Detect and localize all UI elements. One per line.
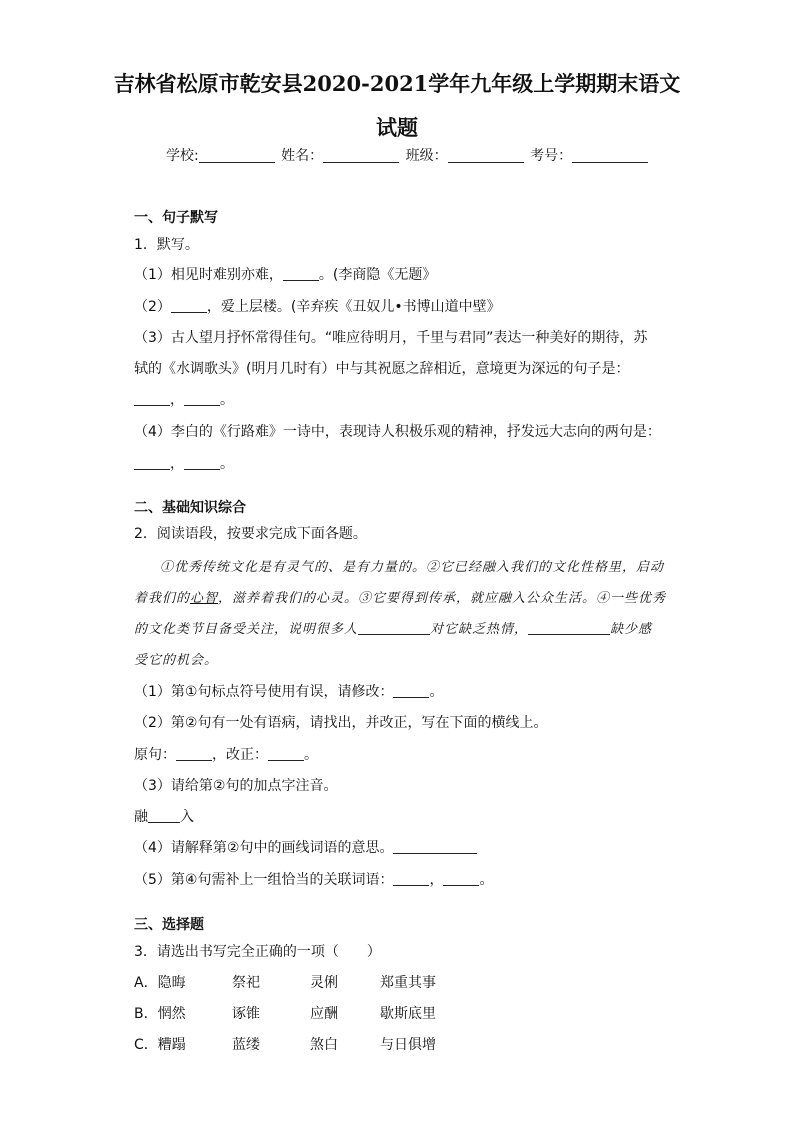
question-1-part-3-line-1: （3）古人望月抒怀常得佳句。“唯应待明月，千里与君同”表达一种美好的期待，苏 bbox=[134, 330, 648, 346]
question-2-sub-1: （1）第①句标点符号使用有误，请修改： 。 bbox=[134, 684, 444, 700]
question-2-sub-2-answer: 原句： ，改正： 。 bbox=[134, 747, 318, 763]
student-info-row bbox=[166, 145, 650, 165]
name-label: 姓名： bbox=[281, 148, 324, 164]
class-label: 班级： bbox=[405, 148, 448, 164]
answer-blank bbox=[443, 871, 479, 886]
section-heading-2: 二、基础知识综合 bbox=[134, 500, 246, 516]
answer-blank bbox=[283, 266, 319, 281]
answer-blank bbox=[184, 391, 220, 406]
option-a-word-3: 灵俐 bbox=[310, 975, 338, 991]
class-blank bbox=[448, 147, 524, 163]
answer-blank bbox=[184, 455, 220, 470]
question-1-part-1: （1）相见时难别亦难， 。(李商隐《无题》 bbox=[134, 267, 437, 283]
document-title-line1: 吉林省松原市乾安县2020-2021学年九年级上学期期末语文 bbox=[113, 71, 681, 96]
answer-blank bbox=[134, 455, 170, 470]
answer-blank bbox=[528, 620, 610, 635]
option-c-word-2: 蓝缕 bbox=[232, 1037, 260, 1053]
option-a-word-4: 郑重其事 bbox=[380, 975, 436, 991]
question-1-part-4-line-1: （4）李白的《行路难》一诗中，表现诗人积极乐观的精神，抒发远大志向的两句是： bbox=[134, 424, 661, 440]
option-a-label: A．隐晦 bbox=[134, 975, 186, 991]
section-heading-1: 一、句子默写 bbox=[134, 210, 218, 226]
option-b-label: B．惘然 bbox=[134, 1006, 186, 1022]
answer-blank bbox=[171, 298, 207, 313]
answer-blank bbox=[358, 620, 430, 635]
reading-passage-line-3: 的文化类节目备受关注，说明很多人 对它缺乏热情， 缺少感 bbox=[134, 622, 653, 637]
option-b-word-2: 诼锥 bbox=[232, 1006, 260, 1022]
question-2-sub-4: （4）请解释第②句中的画线词语的意思。 bbox=[134, 837, 477, 857]
question-2-sub-2: （2）第②句有一处有语病，请找出，并改正，写在下面的横线上。 bbox=[134, 715, 548, 731]
question-1-part-4-answer: ， 。 bbox=[134, 453, 234, 473]
answer-blank bbox=[148, 808, 180, 823]
question-2-sub-3: （3）请给第②句的加点字注音。 bbox=[134, 778, 338, 794]
school-label: 学校: bbox=[166, 148, 199, 164]
option-b-word-4: 歇斯底里 bbox=[380, 1006, 436, 1022]
document-title-line2: 试题 bbox=[376, 115, 418, 140]
answer-blank bbox=[176, 746, 212, 761]
section-heading-3: 三、选择题 bbox=[134, 917, 204, 933]
answer-blank bbox=[393, 839, 477, 854]
question-2-sub-5: （5）第④句需补上一组恰当的关联词语： ， 。 bbox=[134, 872, 494, 888]
question-1-part-3-answer: ， 。 bbox=[134, 389, 234, 409]
option-c-label: C．糟蹋 bbox=[134, 1037, 186, 1053]
number-label: 考号： bbox=[530, 148, 573, 164]
question-1-stem: 1．默写。 bbox=[134, 237, 199, 253]
underlined-word: 心智 bbox=[190, 591, 219, 606]
reading-passage-line-2: 着我们的心智，滋养着我们的心灵。③它要得到传承，就应融入公众生活。④一些优秀 bbox=[134, 591, 667, 606]
option-a-word-2: 祭祀 bbox=[232, 975, 260, 991]
answer-blank bbox=[393, 683, 429, 698]
question-2-stem: 2．阅读语段，按要求完成下面各题。 bbox=[134, 526, 367, 542]
school-blank bbox=[199, 147, 275, 163]
option-c-word-4: 与日俱增 bbox=[380, 1037, 436, 1053]
name-blank bbox=[323, 147, 399, 163]
reading-passage-line-4: 受它的机会。 bbox=[134, 653, 219, 668]
reading-passage-line-1: ①优秀传统文化是有灵气的、是有力量的。②它已经融入我们的文化性格里，启动 bbox=[160, 560, 665, 575]
answer-blank bbox=[393, 871, 429, 886]
option-b-word-3: 应酬 bbox=[310, 1006, 338, 1022]
answer-blank bbox=[268, 746, 304, 761]
answer-blank bbox=[134, 391, 170, 406]
option-c-word-3: 煞白 bbox=[310, 1037, 338, 1053]
question-1-part-2: （2） ，爱上层楼。(辛弃疾《丑奴儿•书博山道中壁》 bbox=[134, 299, 501, 315]
question-2-sub-3-answer: 融 入 bbox=[134, 809, 194, 825]
number-blank bbox=[572, 147, 648, 163]
question-3-stem: 3．请选出书写完全正确的一项（ ） bbox=[134, 944, 381, 960]
question-1-part-3-line-2: 轼的《水调歌头》(明月几时有）中与其祝愿之辞相近，意境更为深远的句子是： bbox=[134, 361, 630, 377]
